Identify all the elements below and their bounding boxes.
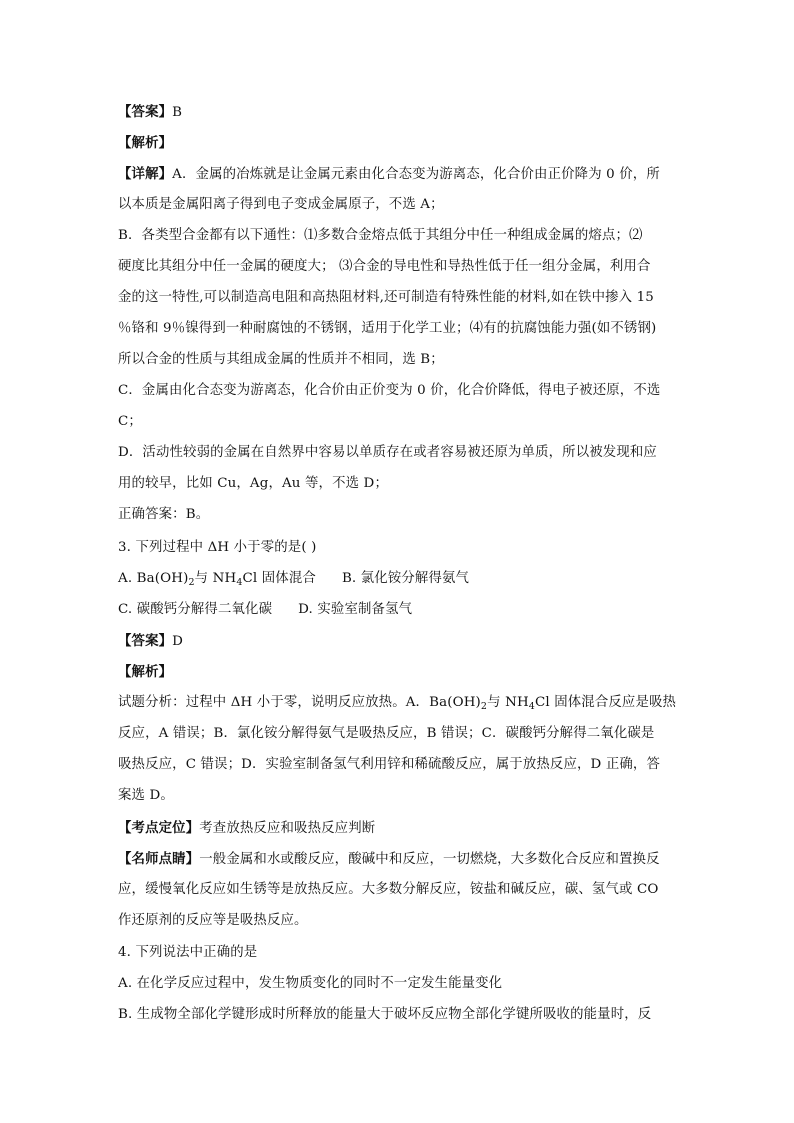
q3-teacher-note-line-2: 应，缓慢氧化反应如生锈等是放热反应。大多数分解反应，铵盐和碱反应，碳、氢气或 CO [118,882,659,897]
q3-analysis-line-2: 反应，A 错误；B．氯化铵分解得氨气是吸热反应，B 错误；C．碳酸钙分解得二氧化碳是 [118,726,655,741]
q3-stem: 3. 下列过程中 ΔH 小于零的是( ) [118,540,317,555]
answer-value: B [172,105,183,120]
q2-detail-line-2: 以本质是金属阳离子得到电子变成金属原子，不选 A； [118,197,444,212]
q3-teacher-note-line-1: 【名师点睛】一般金属和水或酸反应，酸碱中和反应，一切燃烧，大多数化合反应和置换反 [118,851,660,867]
q2-option-b-line-5: 所以合金的性质与其组成金属的性质并不相同，选 B； [118,352,444,367]
q3-analysis-line-1: 试题分析：过程中 ΔH 小于零，说明反应放热。A．$Ba(OH)_2$与 $NH_4Cl$ 固体混合反应是吸热 [118,695,677,712]
detail-tag: 【详解】 [118,166,173,182]
q4-option-a: A. 在化学反应过程中，发生物质变化的同时不一定发生能量变化 [118,976,503,991]
q3-knowledge-point: 【考点定位】考查放热反应和吸热反应判断 [118,820,376,836]
q2-option-b-line-2: 硬度比其组分中任一金属的硬度大； ⑶合金的导电性和导热性低于任一组分金属，利用合 [118,259,651,274]
q2-analysis-heading: 【解析】 [118,135,173,151]
q2-option-c-line-1: C．金属由化合态变为游离态，化合价由正价变为 0 价，化合价降低，得电子被还原，不选 [118,383,661,398]
q3-option-c: C. 碳酸钙分解得二氧化碳 [118,602,273,617]
q2-option-b-line-3: 金的这一特性,可以制造高电阻和高热阻材料,还可制造有特殊性能的材料,如在铁中掺入 15 [118,290,654,305]
q4-stem: 4. 下列说法中正确的是 [118,945,258,960]
q2-option-d-line-2: 用的较早，比如 Cu，Ag，Au 等，不选 D； [118,476,388,491]
q2-option-b-line-1: B．各类型合金都有以下通性：⑴多数合金熔点低于其组分中任一种组成金属的熔点；⑵ [118,228,643,243]
q3-answer-line: 【答案】D [118,633,184,649]
q4-option-b: B. 生成物全部化学键形成时所释放的能量大于破坏反应物全部化学键所吸收的能量时，反 [118,1007,652,1022]
q3-teacher-note-line-3: 作还原剂的反应等是吸热反应。 [118,913,308,928]
q3-analysis-line-3: 吸热反应，C 错误；D．实验室制备氢气利用锌和稀硫酸反应，属于放热反应，D 正确，答 [118,757,660,772]
q3-analysis-heading: 【解析】 [118,664,173,680]
q2-answer-line [118,103,182,122]
answer-tag: 【答案】 [118,104,173,120]
q3-analysis-line-4: 案选 D。 [118,788,174,803]
q3-option-b: B. 氯化铵分解得氨气 [341,571,470,586]
q2-detail-line-1: 【详解】A．金属的冶炼就是让金属元素由化合态变为游离态，化合价由正价降为 0 价，所 [118,166,660,182]
q3-options-ab: A. $Ba(OH)_2$与 $NH_4Cl$ 固体混合 B. 氯化铵分解得氨气 [118,571,470,588]
q2-option-c-line-2: C； [118,414,142,429]
q2-option-d-line-1: D．活动性较弱的金属在自然界中容易以单质存在或者容易被还原为单质，所以被发现和应 [118,445,657,460]
q3-option-d: D. 实验室制备氢气 [298,602,413,617]
q3-options-cd [118,601,412,619]
q2-option-b-line-4: ％铬和 9％镍得到一种耐腐蚀的不锈钢，适用于化学工业；⑷有的抗腐蚀能力强(如不锈钢) [118,321,657,336]
q2-correct-answer: 正确答案：B。 [118,507,210,522]
